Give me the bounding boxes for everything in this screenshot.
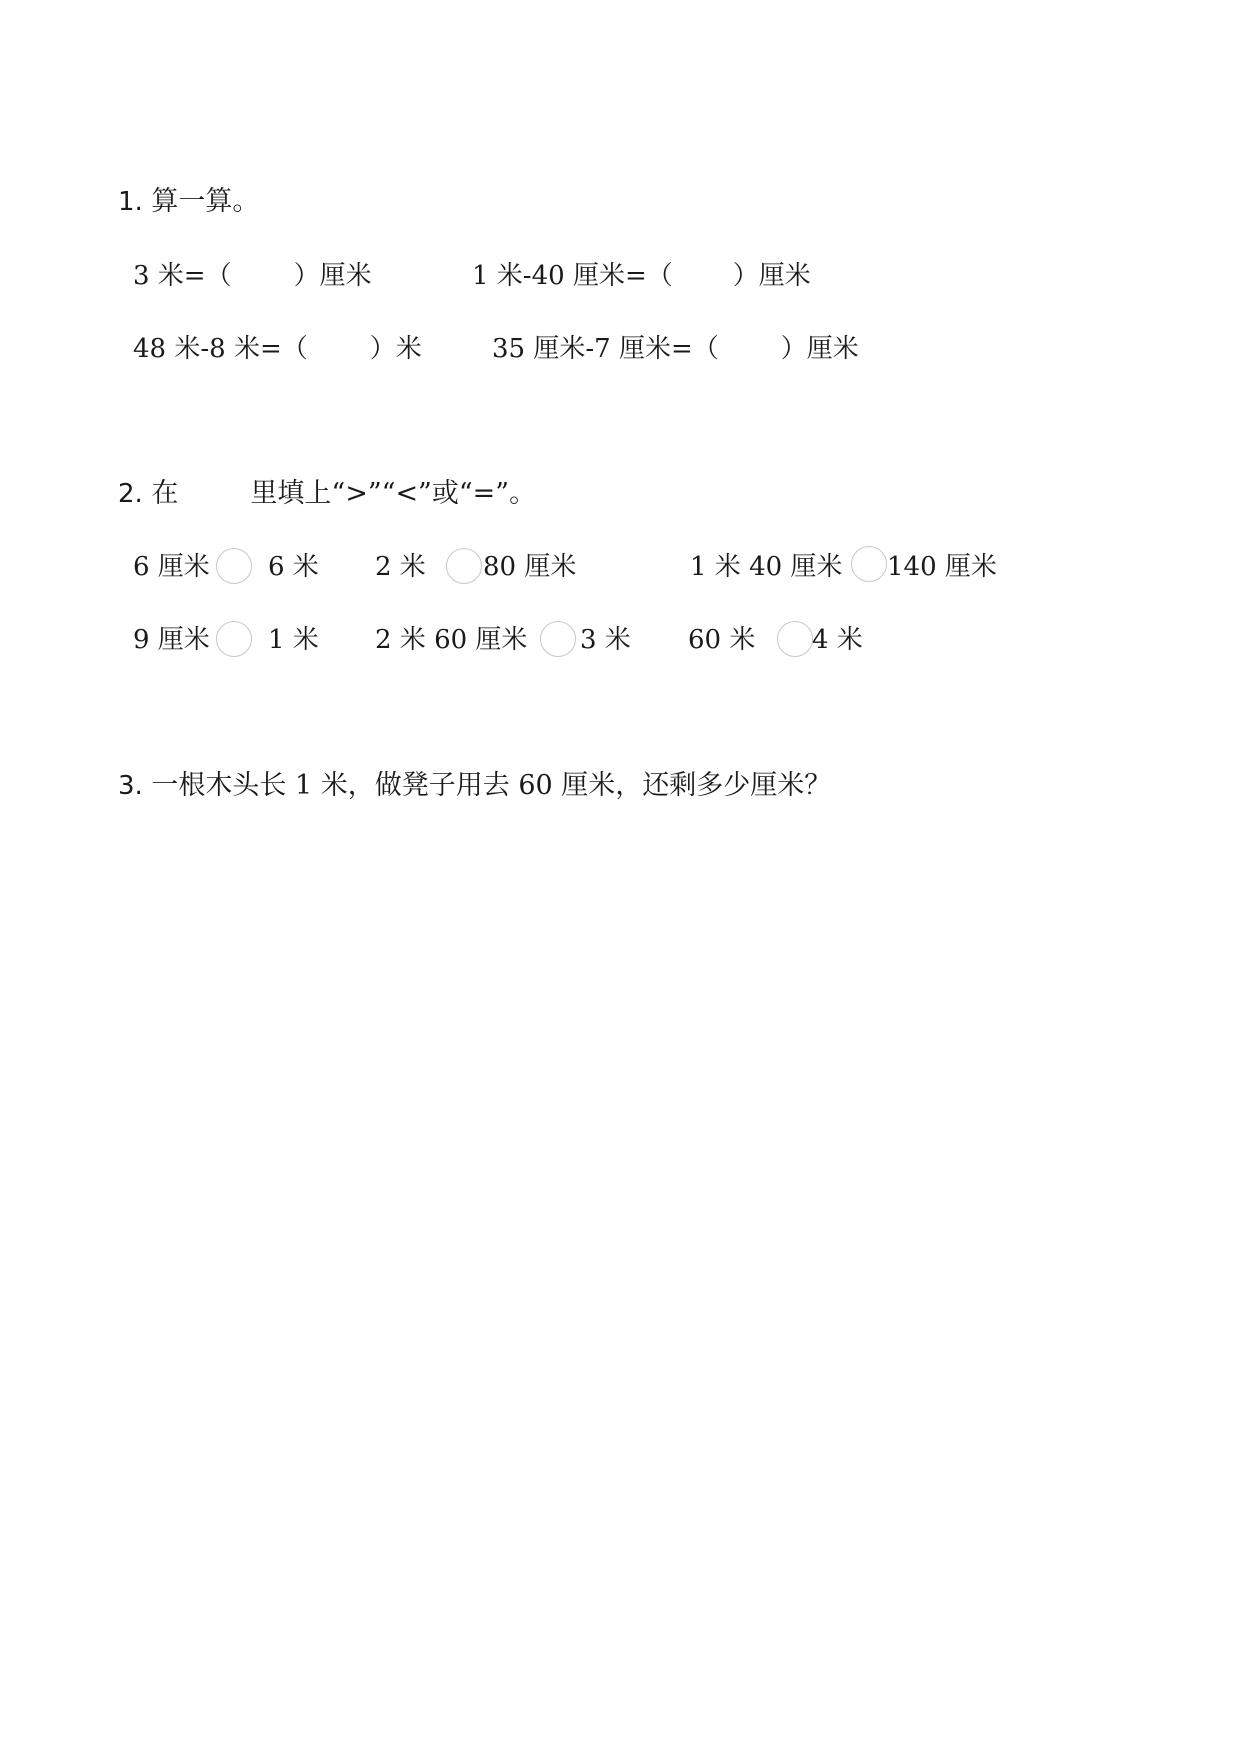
compare-circle-2[interactable] [446, 548, 482, 584]
question-2-number: 2. [118, 479, 143, 509]
q2-item-4-right: 1 米 [268, 625, 319, 655]
q2-item-1-left: 6 厘米 [133, 552, 210, 582]
q2-item-3-left: 1 米 40 厘米 [690, 552, 843, 582]
q1-item-3 [133, 329, 422, 369]
q2-item-3-right: 140 厘米 [887, 552, 997, 582]
compare-circle-5[interactable] [540, 621, 576, 657]
question-2-text-before: 在 [151, 478, 179, 509]
q1-item-4-left: 35 厘米-7 厘米=（ [492, 334, 719, 364]
q1-item-4-right: ）厘米 [780, 334, 859, 364]
question-3-title [118, 766, 831, 806]
question-1-number: 1. [118, 187, 143, 217]
compare-circle-3[interactable] [851, 546, 887, 582]
question-3-number: 3. [118, 771, 143, 801]
q1-item-1-right: ）厘米 [293, 261, 372, 291]
compare-circle-4[interactable] [216, 621, 252, 657]
q1-item-1 [133, 256, 372, 296]
q1-item-3-right: ）米 [369, 334, 422, 364]
q2-item-2-left: 2 米 [375, 552, 426, 582]
q2-item-1-right: 6 米 [268, 552, 319, 582]
q1-item-4 [492, 329, 859, 369]
compare-circle-6[interactable] [777, 621, 813, 657]
q2-item-6-left: 60 米 [688, 625, 756, 655]
q1-item-3-left: 48 米-8 米=（ [133, 334, 308, 364]
q1-item-2 [472, 256, 811, 296]
question-2-text-after: 里填上“>”“<”或“=”。 [250, 478, 537, 509]
compare-circle-1[interactable] [216, 548, 252, 584]
question-1-text: 算一算。 [151, 186, 260, 217]
q2-item-6-right: 4 米 [812, 625, 863, 655]
q2-item-5-right: 3 米 [580, 625, 631, 655]
question-1-title [118, 182, 259, 222]
q2-item-2-right: 80 厘米 [483, 552, 577, 582]
q1-item-1-left: 3 米=（ [133, 261, 232, 291]
q1-item-2-left: 1 米-40 厘米=（ [472, 261, 673, 291]
question-3-text: 一根木头长 1 米，做凳子用去 60 厘米，还剩多少厘米？ [151, 770, 832, 801]
question-2-title [118, 474, 536, 514]
q2-item-4-left: 9 厘米 [133, 625, 210, 655]
q1-item-2-right: ）厘米 [732, 261, 811, 291]
q2-item-5-left: 2 米 60 厘米 [375, 625, 528, 655]
